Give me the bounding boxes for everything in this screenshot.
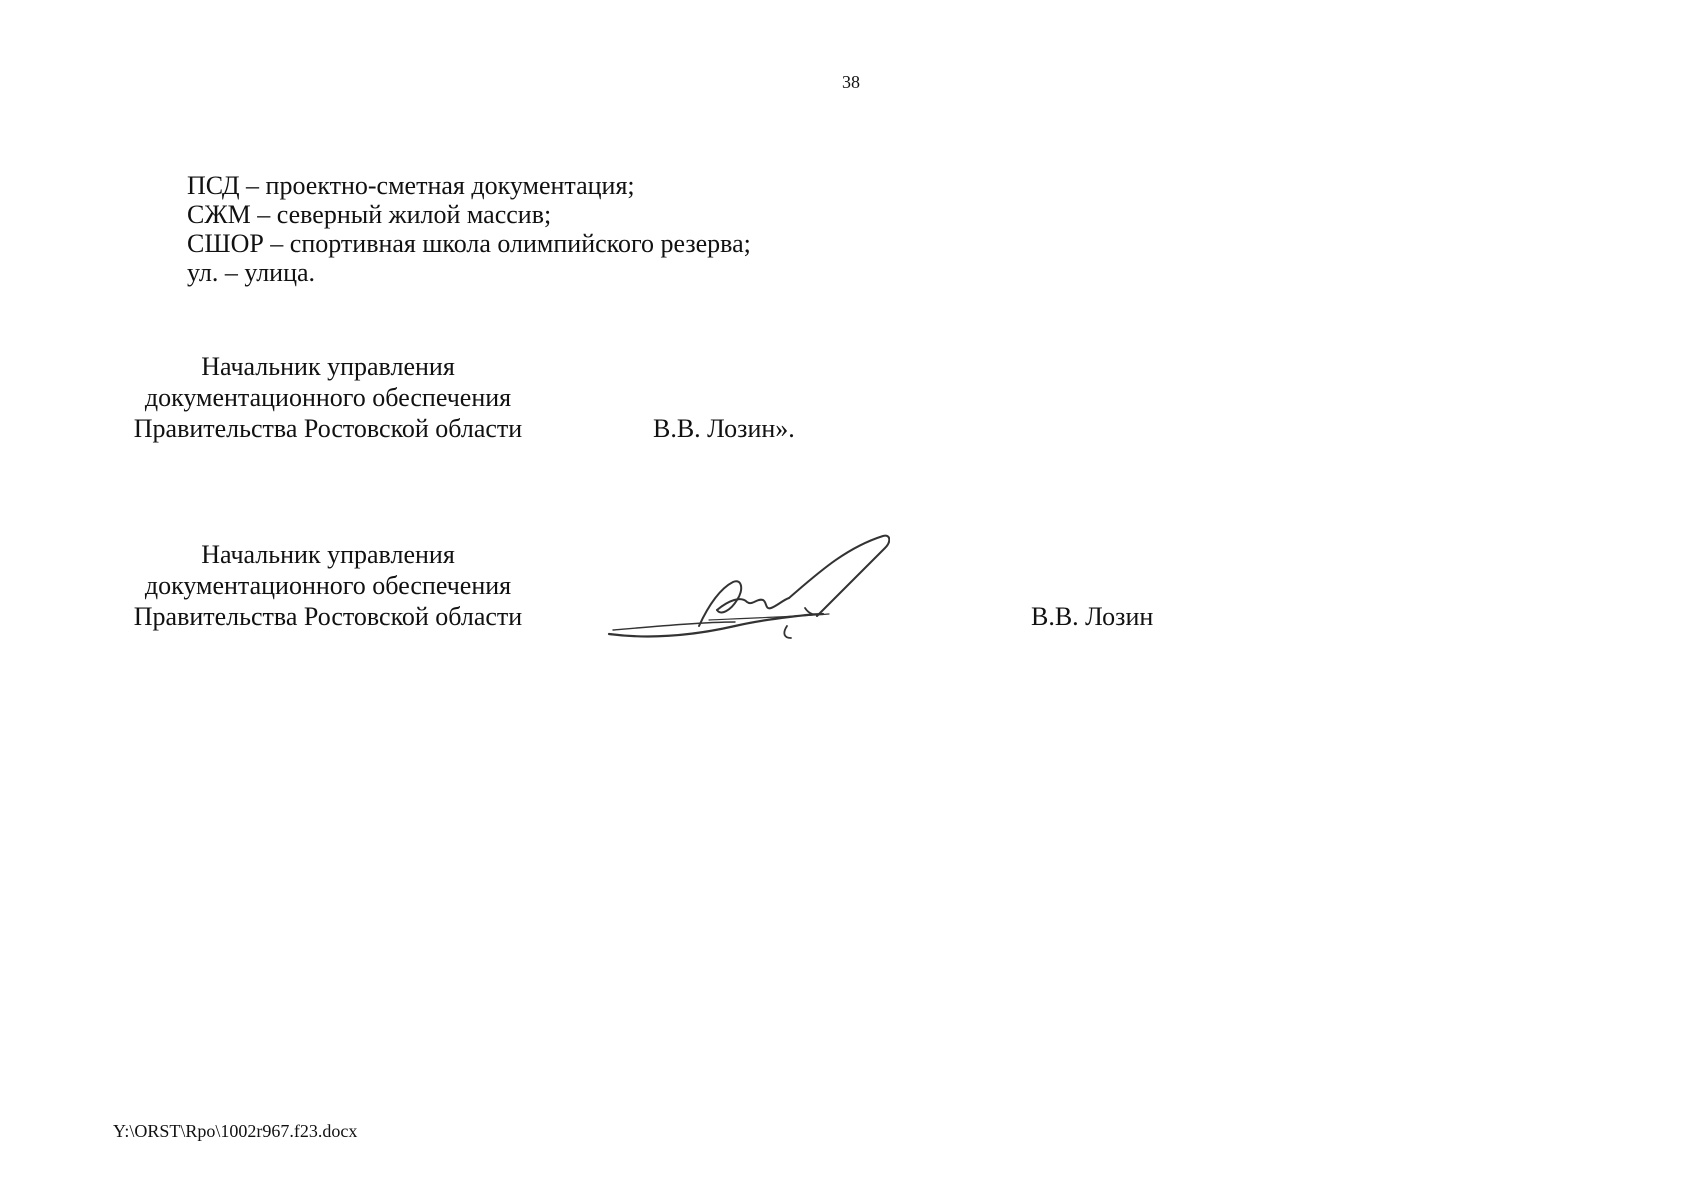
signatory-title-line: Начальник управления [201, 352, 455, 381]
abbreviation-item: СЖМ – северный жилой массив; [187, 200, 552, 229]
page-number: 38 [842, 72, 860, 92]
signatory-title-line: документационного обеспечения [144, 383, 512, 412]
footer-file-path: Y:\ORST\Rpo\1002r967.f23.docx [113, 1121, 358, 1141]
signatory-title-line: Начальник управления [201, 540, 455, 569]
abbreviation-item: СШОР – спортивная школа олимпийского резерва; [187, 229, 751, 258]
signatory-title-block-1 [113, 351, 543, 444]
signatory-title-block-2 [113, 539, 543, 632]
signatory-title-line: документационного обеспечения [144, 571, 512, 600]
handwritten-signature [605, 530, 890, 645]
abbreviation-list [187, 171, 751, 287]
abbreviation-item: ул. – улица. [187, 258, 316, 287]
signatory-name-1: В.В. Лозин». [653, 414, 795, 443]
signatory-title-line: Правительства Ростовской области [133, 602, 523, 631]
signatory-title-line: Правительства Ростовской области [133, 414, 523, 443]
abbreviation-item: ПСД – проектно-сметная документация; [187, 171, 635, 200]
signatory-name-2: В.В. Лозин [1031, 602, 1154, 631]
